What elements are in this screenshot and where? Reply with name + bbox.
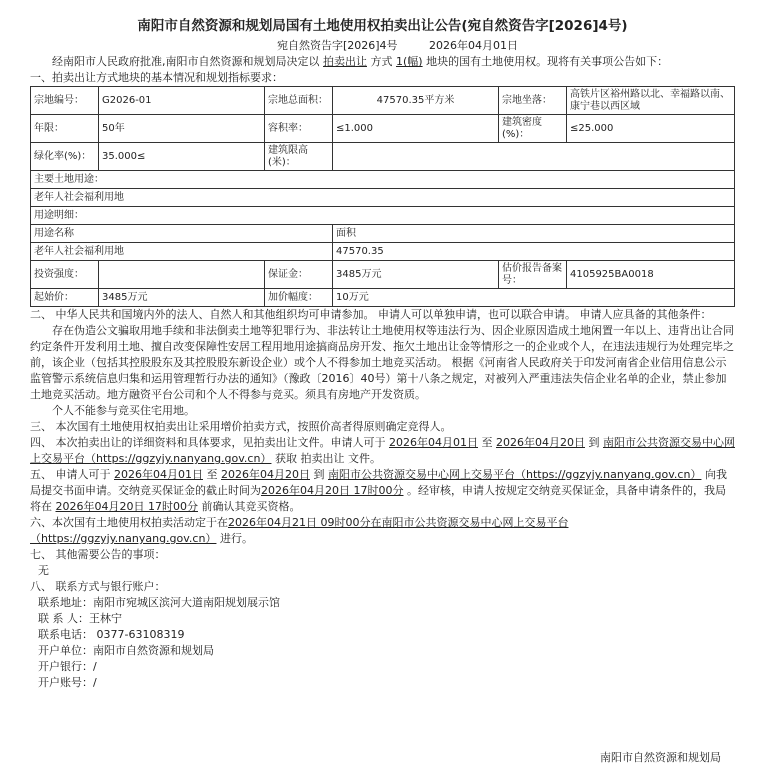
table-value: 3485万元 (99, 289, 265, 307)
doc-number: 宛自然资告字[2026]4号 (276, 39, 398, 52)
s5-text: 五、 申请人可于 (30, 468, 114, 481)
s6-auction-time-place[interactable]: 2026年04月21日 09时00分在南阳市公共资源交易中心网上交易平台（https://ggzyjy.nanyang.gov.cn） (30, 516, 569, 545)
table-value: 4105925BA0018 (567, 261, 735, 289)
table-value (99, 261, 265, 289)
table-row (31, 289, 735, 307)
s5-start-date: 2026年04月01日 (114, 468, 203, 481)
s5-platform-link[interactable]: 南阳市公共资源交易中心网上交易平台（https://ggzyjy.nanyang.gov.cn） (328, 468, 702, 481)
table-value: 35.000≤ (99, 143, 265, 171)
s5-text: 至 (203, 468, 221, 481)
section-8: 八、 联系方式与银行账户： (30, 580, 166, 593)
s4-start-date: 2026年04月01日 (389, 436, 478, 449)
land-info-table (30, 86, 735, 307)
intro-text: 经南阳市人民政府批准,南阳市自然资源和规划局决定以 (52, 55, 323, 68)
table-value: G2026-01 (99, 87, 265, 115)
s4-end-date: 2026年04月20日 (496, 436, 585, 449)
s4-platform-link[interactable]: 南阳市公共资源交易中心网上交易平台（https://ggzyjy.nanyang.gov.cn） (30, 436, 735, 465)
intro-count: 1(幅) (396, 55, 423, 68)
s5-end-date: 2026年04月20日 (221, 468, 310, 481)
table-label: 保证金： (265, 261, 333, 289)
table-value: 高铁片区裕州路以北、幸福路以南、康宁巷以西区域 (567, 87, 735, 115)
table-row (31, 87, 735, 115)
s4-text: 到 (585, 436, 603, 449)
doc-date: 2026年04月01日 (429, 39, 519, 52)
s5-text: 到 (310, 468, 328, 481)
contact-address: 联系地址：南阳市宛城区滨河大道南阳规划展示馆 (38, 596, 280, 609)
table-row (31, 171, 735, 189)
section-2-conditions: 存在伪造公文骗取用地手续和非法倒卖土地等犯罪行为、非法转让土地使用权等违法行为、因企业原因造成土地闲置一年以上、违背出让合同约定条件开发利用土地、擅自改变保障性安居工程用地用途搞商品房开发、拖欠土地出让金等情形之一的企业或个人，在违法违规行为处理完毕之前，该企业（包括其控股股东及其控股股东新设企业）或个人不得参加土地竞买活动。 根据《河南省人民政府关于印发河南省企业信用信息公示监管警示系统信息归集和运用管理暂行办法的通知》（豫政〔2016〕40号）第十八条之规定，对被列入严重违法失信企业名单的企业，禁止参加土地竞买活动。地方融资平台公司和个人不得参与竞买。须具有房地产开发资质。 (30, 324, 734, 401)
section-5 (30, 467, 735, 515)
table-value: 47570.35平方米 (333, 87, 499, 115)
section-7: 七、 其他需要公告的事项： (30, 548, 166, 561)
section-7-content: 无 (38, 564, 49, 577)
table-value: ≤25.000 (567, 115, 735, 143)
use-name-value: 老年人社会福利用地 (31, 243, 333, 261)
section-2-residential: 个人不能参与竞买住宅用地。 (52, 404, 195, 417)
table-row (31, 143, 735, 171)
table-row (31, 207, 735, 225)
table-label: 容积率： (265, 115, 333, 143)
table-row (31, 243, 735, 261)
s5-confirm-deadline: 2026年04月20日 17时00分 (55, 500, 198, 513)
section-2: 二、 中华人民共和国境内外的法人、自然人和其他组织均可申请参加。 申请人可以单独申请，也可以联合申请。 申请人应具备的其他条件： (30, 308, 712, 321)
section-6 (30, 515, 735, 547)
s5-text: 向我局提交书面申请。交纳竞买保证金的截止时间为 (30, 468, 727, 497)
s5-text: 。经审核，申请人按规定交纳竞买保证金，具备申请条件的，我局将在 (30, 484, 726, 513)
table-value: 10万元 (333, 289, 735, 307)
page-title: 南阳市自然资源和规划局国有土地使用权拍卖出让公告(宛自然资告字[2026]4号) (137, 18, 628, 34)
doc-number-line (30, 38, 735, 54)
use-area-value: 47570.35 (333, 243, 735, 261)
table-row (31, 115, 735, 143)
s6-text: 六、本次国有土地使用权拍卖活动定于在 (30, 516, 228, 529)
footer-organization: 南阳市自然资源和规划局 (600, 751, 721, 764)
contact-list (30, 595, 735, 691)
main-use-label: 主要土地用途： (31, 171, 735, 189)
contact-person: 联 系 人：王林宁 (38, 612, 122, 625)
table-label: 建筑密度(%)： (499, 115, 567, 143)
table-label: 绿化率(%)： (31, 143, 99, 171)
s5-text: 前确认其竞买资格。 (197, 500, 301, 513)
area-header: 面积 (333, 225, 735, 243)
table-value: ≤1.000 (333, 115, 499, 143)
section-4 (30, 435, 735, 467)
table-label: 估价报告备案号： (499, 261, 567, 289)
section-3: 三、 本次国有土地使用权拍卖出让采用增价拍卖方式，按照价高者得原则确定竞得人。 (30, 420, 452, 433)
table-value: 3485万元 (333, 261, 499, 289)
table-label: 投资强度： (31, 261, 99, 289)
s4-text: 四、 本次拍卖出让的详细资料和具体要求，见拍卖出让文件。申请人可于 (30, 436, 389, 449)
table-value: 50年 (99, 115, 265, 143)
intro-method: 拍卖出让 (323, 55, 367, 68)
table-label: 起始价： (31, 289, 99, 307)
s5-deposit-deadline: 2026年04月20日 17时00分 (261, 484, 404, 497)
table-label: 宗地总面积： (265, 87, 333, 115)
intro-text: 方式 (367, 55, 396, 68)
table-label: 宗地编号： (31, 87, 99, 115)
s4-text: 获取 拍卖出让 文件。 (271, 452, 381, 465)
contact-phone: 联系电话： 0377-63108319 (38, 628, 185, 641)
table-label: 年限： (31, 115, 99, 143)
table-label: 宗地坐落： (499, 87, 567, 115)
table-row (31, 189, 735, 207)
intro-paragraph (30, 54, 735, 70)
table-label: 建筑限高(米)： (265, 143, 333, 171)
section-1-heading: 一、拍卖出让方式地块的基本情况和规划指标要求： (30, 71, 283, 84)
main-use-value: 老年人社会福利用地 (31, 189, 735, 207)
table-row (31, 225, 735, 243)
intro-text: 地块的国有土地使用权。现将有关事项公告如下： (422, 55, 669, 68)
account-bank: 开户银行：/ (38, 660, 97, 673)
table-value (333, 143, 735, 171)
s6-text: 进行。 (216, 532, 253, 545)
use-detail-label: 用途明细： (31, 207, 735, 225)
use-name-header: 用途名称 (31, 225, 333, 243)
table-label: 加价幅度： (265, 289, 333, 307)
table-row (31, 261, 735, 289)
s4-text: 至 (478, 436, 496, 449)
account-number: 开户账号：/ (38, 676, 97, 689)
account-holder: 开户单位：南阳市自然资源和规划局 (38, 644, 214, 657)
